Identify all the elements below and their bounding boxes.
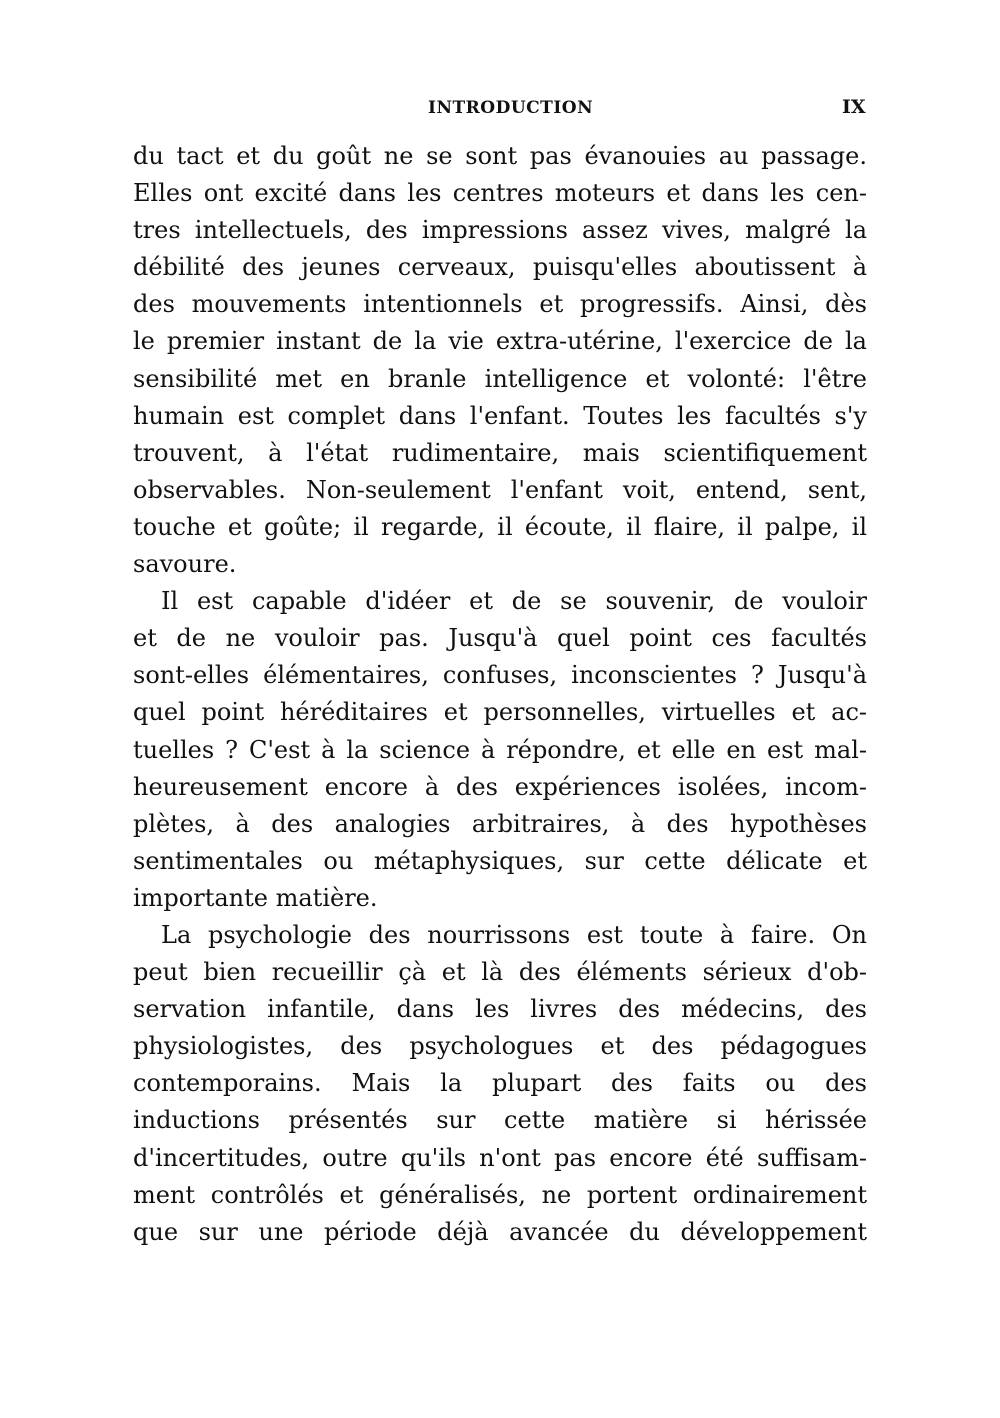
text-line: sentimentales ou métaphysiques, sur cette délicate et: [133, 846, 867, 875]
text-line: plètes, à des analogies arbitraires, à des hypothèses: [133, 809, 867, 838]
text-line: débilité des jeunes cerveaux, puisqu'elles aboutissent à: [133, 253, 867, 282]
paragraph-2: [133, 583, 867, 917]
text-line: peut bien recueillir çà et là des éléments sérieux d'ob-: [133, 958, 867, 987]
text-line: tres intellectuels, des impressions assez vives, malgré la: [133, 216, 867, 245]
text-line: observables. Non-seulement l'enfant voit, entend, sent,: [133, 475, 867, 504]
page-number: IX: [842, 96, 866, 118]
body-text: [133, 138, 867, 1251]
text-line: que sur une période déjà avancée du développement: [133, 1217, 867, 1246]
text-line: des mouvements intentionnels et progressifs. Ainsi, dès: [133, 290, 867, 319]
text-line: physiologistes, des psychologues et des pédagogues: [133, 1032, 867, 1061]
text-line: du tact et du goût ne se sont pas évanouies au passage.: [133, 142, 867, 170]
text-line: contemporains. Mais la plupart des faits ou des: [133, 1069, 867, 1098]
text-line: sensibilité met en branle intelligence et volonté: l'être: [133, 364, 867, 393]
text-line: savoure.: [133, 550, 237, 579]
text-line: importante matière.: [133, 883, 378, 912]
text-line: tuelles ? C'est à la science à répondre, et elle en est mal-: [133, 735, 867, 764]
text-line: le premier instant de la vie extra-utérine, l'exercice de la: [133, 327, 867, 356]
text-line: inductions présentés sur cette matière si hérissée: [133, 1106, 867, 1135]
text-line: touche et goûte; il regarde, il écoute, il flaire, il palpe, il: [133, 512, 867, 541]
text-line: La psychologie des nourrissons est toute à faire. On: [161, 920, 867, 949]
text-line: et de ne vouloir pas. Jusqu'à quel point ces facultés: [133, 624, 867, 653]
text-line: humain est complet dans l'enfant. Toutes les facultés s'y: [133, 401, 867, 430]
text-line: Elles ont excité dans les centres moteurs et dans les cen-: [133, 179, 867, 208]
text-line: heureusement encore à des expériences isolées, incom-: [133, 772, 867, 801]
text-line: Il est capable d'idéer et de se souvenir, de vouloir: [161, 587, 867, 616]
text-line: trouvent, à l'état rudimentaire, mais scientifiquement: [133, 438, 867, 467]
text-line: servation infantile, dans les livres des médecins, des: [133, 995, 867, 1024]
paragraph-3: [133, 917, 867, 1251]
text-line: ment contrôlés et généralisés, ne portent ordinairement: [133, 1180, 867, 1209]
paragraph-1: [133, 138, 867, 583]
running-head-title: INTRODUCTION: [428, 98, 594, 118]
text-line: quel point héréditaires et personnelles, virtuelles et ac-: [133, 698, 867, 727]
text-line: sont-elles élémentaires, confuses, inconscientes ? Jusqu'à: [133, 661, 867, 690]
text-line: d'incertitudes, outre qu'ils n'ont pas encore été suffisam-: [133, 1143, 867, 1172]
